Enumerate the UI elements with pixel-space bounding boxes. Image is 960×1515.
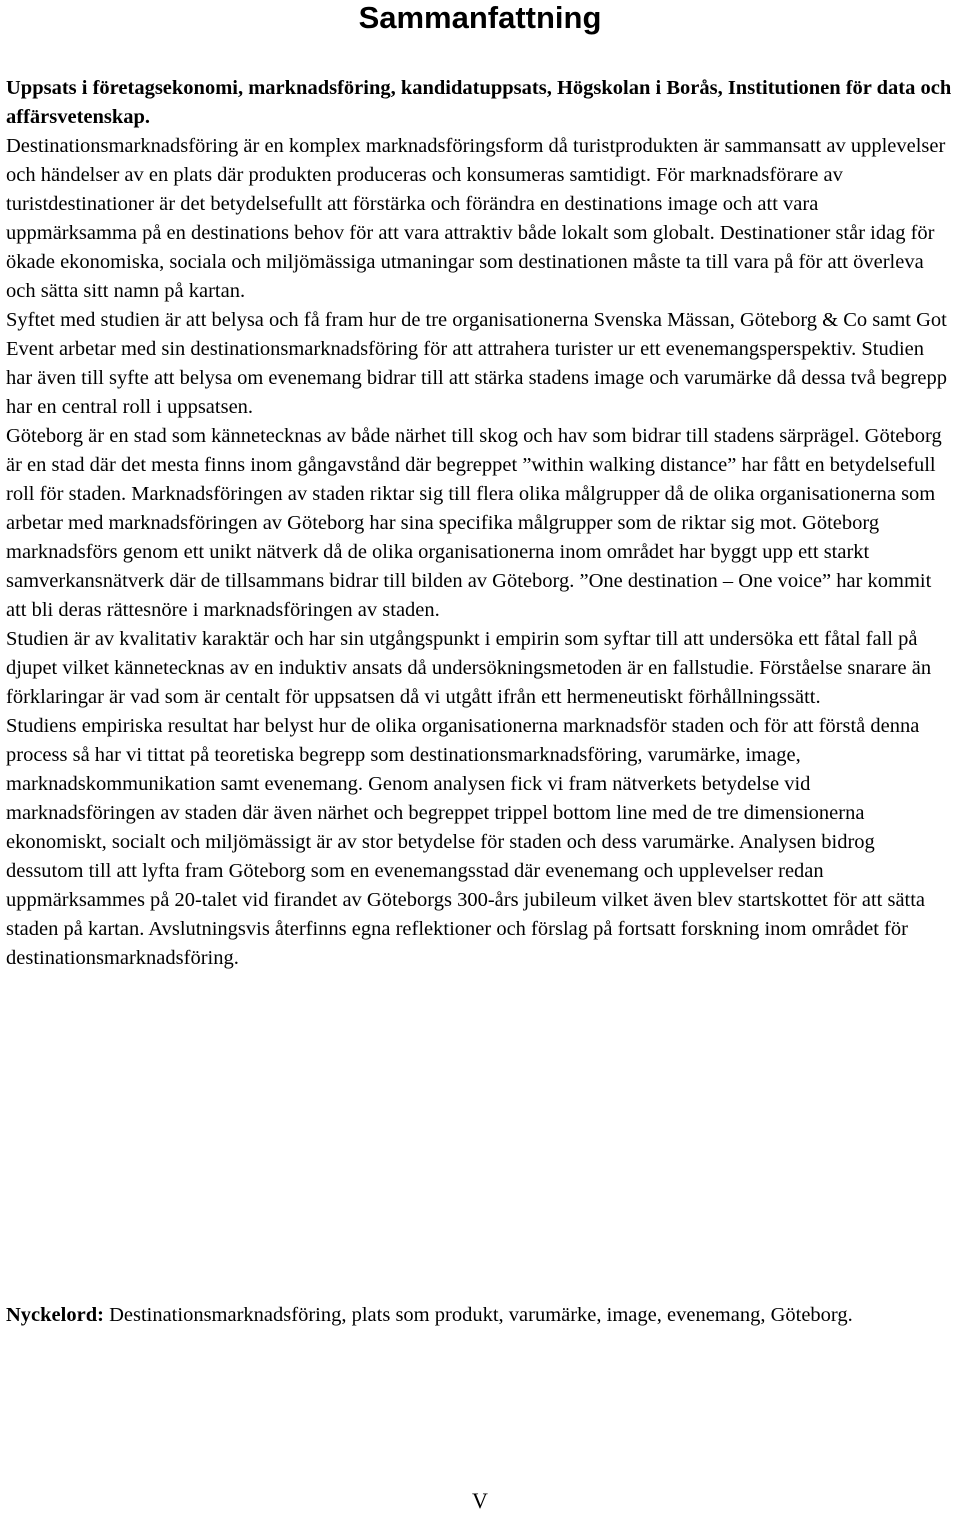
keywords: [6, 1300, 954, 1330]
thesis-subtitle: Uppsats i företagsekonomi, marknadsföring, kandidatuppsats, Högskolan i Borås, Institutionen för data och affärsvetenskap.: [6, 77, 952, 128]
paragraph-results: Studiens empiriska resultat har belyst hur de olika organisationerna marknadsför staden och för att förstå denna process så har vi tittat på teoretiska begrepp som destinationsmarknadsföring, varumärke, image, marknadskommunikation samt evenemang. Genom analysen fick vi fram nätverkets betydelse vid marknadsföringen av staden där även närhet och begreppet trippel bottom line med de tre dimensionerna ekonomiskt, socialt och miljömässigt är av stor betydelse för staden och dess varumärke. Analysen bidrog dessutom till att lyfta fram Göteborg som en evenemangsstad där evenemang och upplevelser redan uppmärksammes på 20-talet vid firandet av Göteborgs 300-års jubileum vilket även blev startskottet för att sätta staden på kartan. Avslutningsvis återfinns egna reflektioner och förslag på fortsatt forskning inom området för destinationsmarknadsföring.: [6, 715, 926, 969]
paragraph-gothenburg: Göteborg är en stad som kännetecknas av både närhet till skog och hav som bidrar till stadens särprägel. Göteborg är en stad där det mesta finns inom gångavstånd där begreppet ”within walking distance” har fått en betydelsefull roll för staden. Marknadsföringen av staden riktar sig till flera olika målgrupper då de olika organisationerna som arbetar med marknadsföringen av Göteborg har sina specifika målgrupper som de riktar sig mot. Göteborg marknadsförs genom ett unikt nätverk då de olika organisationerna inom området har byggt upp ett starkt samverkansnätverk där de tillsammans bidrar till bilden av Göteborg. ”One destination – One voice” har kommit att bli deras rättesnöre i marknadsföringen av staden.: [6, 425, 942, 621]
paragraph-method: Studien är av kvalitativ karaktär och har sin utgångspunkt i empirin som syftar till att undersöka ett fåtal fall på djupet vilket kännetecknas av en induktiv ansats då undersökningsmetoden är en fallstudie. Förståelse snarare än förklaringar är vad som är centalt för uppsatsen då vi utgått ifrån ett hermeneutiskt förhållningssätt.: [6, 628, 932, 708]
keywords-label: Nyckelord:: [6, 1304, 104, 1326]
paragraph-intro: Destinationsmarknadsföring är en komplex marknadsföringsform då turistprodukten är sammansatt av upplevelser och händelser av en plats där produkten produceras och konsumeras samtidigt. För marknadsförare av turistdestinationer är det betydelsefullt att förstärka och förändra en destinations image och att vara uppmärksamma på en destinations behov för att vara attraktiv både lokalt som globalt. Destinationer står idag för ökade ekonomiska, sociala och miljömässiga utmaningar som destinationen måste ta till vara på för att överleva och sätta sitt namn på kartan.: [6, 135, 946, 302]
summary-content: [6, 74, 954, 973]
keywords-text: Destinationsmarknadsföring, plats som produkt, varumärke, image, evenemang, Göteborg.: [103, 1304, 853, 1326]
page-number: V: [472, 1488, 488, 1513]
page-title: Sammanfattning: [358, 0, 602, 35]
paragraph-purpose: Syftet med studien är att belysa och få fram hur de tre organisationerna Svenska Mässan, Göteborg & Co samt Got Event arbetar med sin destinationsmarknadsföring för att attrahera turister ur ett evenemangsperspektiv. Studien har även till syfte att belysa om evenemang bidrar till att stärka stadens image och varumärke då dessa två begrepp har en central roll i uppsatsen.: [6, 309, 947, 418]
